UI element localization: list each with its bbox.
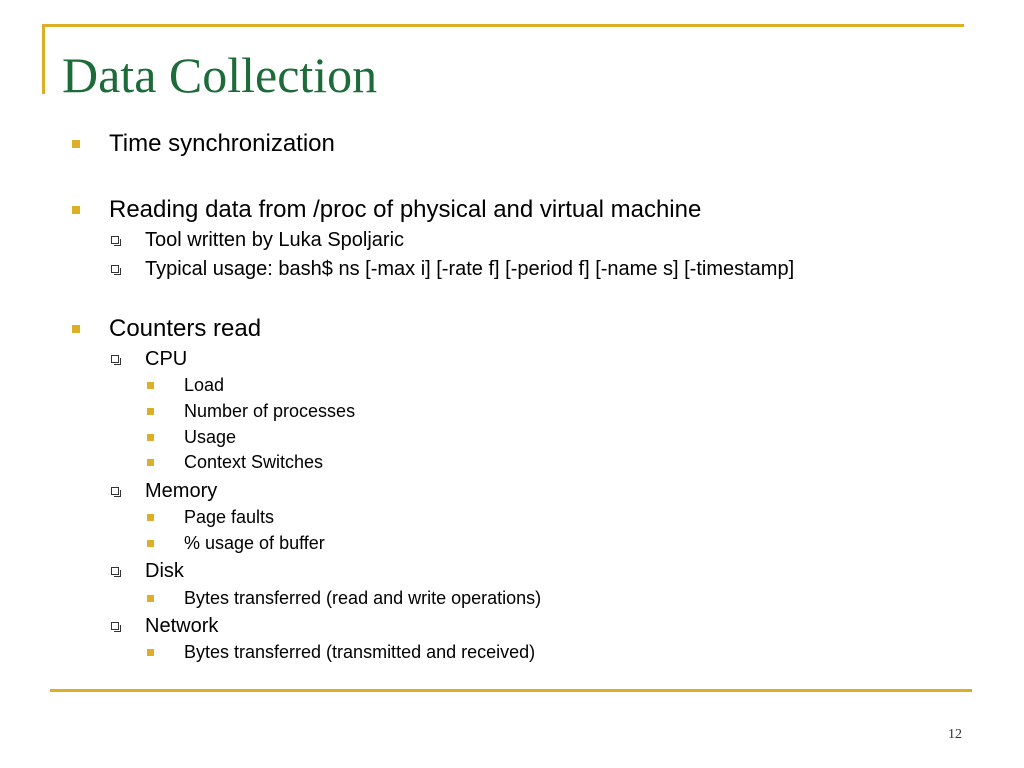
checkbox-bullet-icon bbox=[111, 567, 119, 575]
cpu-item-load bbox=[184, 375, 224, 396]
square-bullet-icon bbox=[147, 514, 154, 521]
checkbox-bullet-icon bbox=[111, 355, 119, 363]
slide-number: 12 bbox=[948, 727, 962, 742]
subbullet-text: CPU bbox=[145, 348, 188, 370]
cpu-item-usage bbox=[184, 427, 236, 448]
disk-item-bytes bbox=[184, 588, 541, 609]
item-text: Page faults bbox=[184, 507, 275, 527]
bullet-counters-read bbox=[109, 315, 261, 343]
square-bullet-icon bbox=[147, 382, 154, 389]
memory-item-buffer-usage bbox=[184, 533, 325, 554]
bullet-text: Reading data from /proc of physical and virtual machine bbox=[109, 196, 702, 223]
cpu-item-processes bbox=[184, 401, 355, 422]
checkbox-bullet-icon bbox=[111, 236, 119, 244]
square-bullet-icon bbox=[147, 434, 154, 441]
square-bullet-icon bbox=[147, 408, 154, 415]
cpu-item-context-switches bbox=[184, 452, 323, 473]
item-text: Context Switches bbox=[184, 452, 324, 472]
square-bullet-icon bbox=[72, 140, 80, 148]
memory-item-page-faults bbox=[184, 507, 274, 528]
item-text: Usage bbox=[184, 427, 237, 447]
item-text: Bytes transferred (read and write operations) bbox=[184, 588, 542, 608]
item-text: Number of processes bbox=[184, 401, 356, 421]
subbullet-usage bbox=[145, 257, 794, 281]
square-bullet-icon bbox=[147, 459, 154, 466]
checkbox-bullet-icon bbox=[111, 487, 119, 495]
subbullet-text: Tool written by Luka Spoljaric bbox=[145, 229, 405, 251]
network-item-bytes bbox=[184, 642, 535, 663]
bullet-time-synchronization bbox=[109, 130, 335, 158]
subbullet-disk bbox=[145, 559, 184, 583]
item-text: Bytes transferred (transmitted and received) bbox=[184, 642, 536, 662]
frame-left-border bbox=[42, 24, 45, 94]
subbullet-tool bbox=[145, 228, 404, 252]
checkbox-bullet-icon bbox=[111, 622, 119, 630]
square-bullet-icon bbox=[147, 595, 154, 602]
square-bullet-icon bbox=[147, 649, 154, 656]
subbullet-text: Disk bbox=[145, 560, 184, 582]
subbullet-text: Typical usage: bash$ ns [-max i] [-rate f] [-period f] [-name s] [-timestamp] bbox=[145, 258, 795, 280]
frame-top-border bbox=[42, 24, 964, 27]
square-bullet-icon bbox=[72, 325, 80, 333]
bullet-reading-data bbox=[109, 196, 701, 224]
checkbox-bullet-icon bbox=[111, 265, 119, 273]
subbullet-text: Memory bbox=[145, 480, 218, 502]
square-bullet-icon bbox=[147, 540, 154, 547]
subbullet-text: Network bbox=[145, 615, 219, 637]
subbullet-network bbox=[145, 614, 218, 638]
item-text: % usage of buffer bbox=[184, 533, 325, 553]
bullet-text: Time synchronization bbox=[109, 130, 335, 157]
subbullet-cpu bbox=[145, 347, 187, 371]
bullet-text: Counters read bbox=[109, 315, 262, 342]
footer-divider bbox=[50, 689, 972, 692]
slide-title: Data Collection bbox=[62, 47, 378, 103]
item-text: Load bbox=[184, 375, 225, 395]
square-bullet-icon bbox=[72, 206, 80, 214]
subbullet-memory bbox=[145, 479, 217, 503]
